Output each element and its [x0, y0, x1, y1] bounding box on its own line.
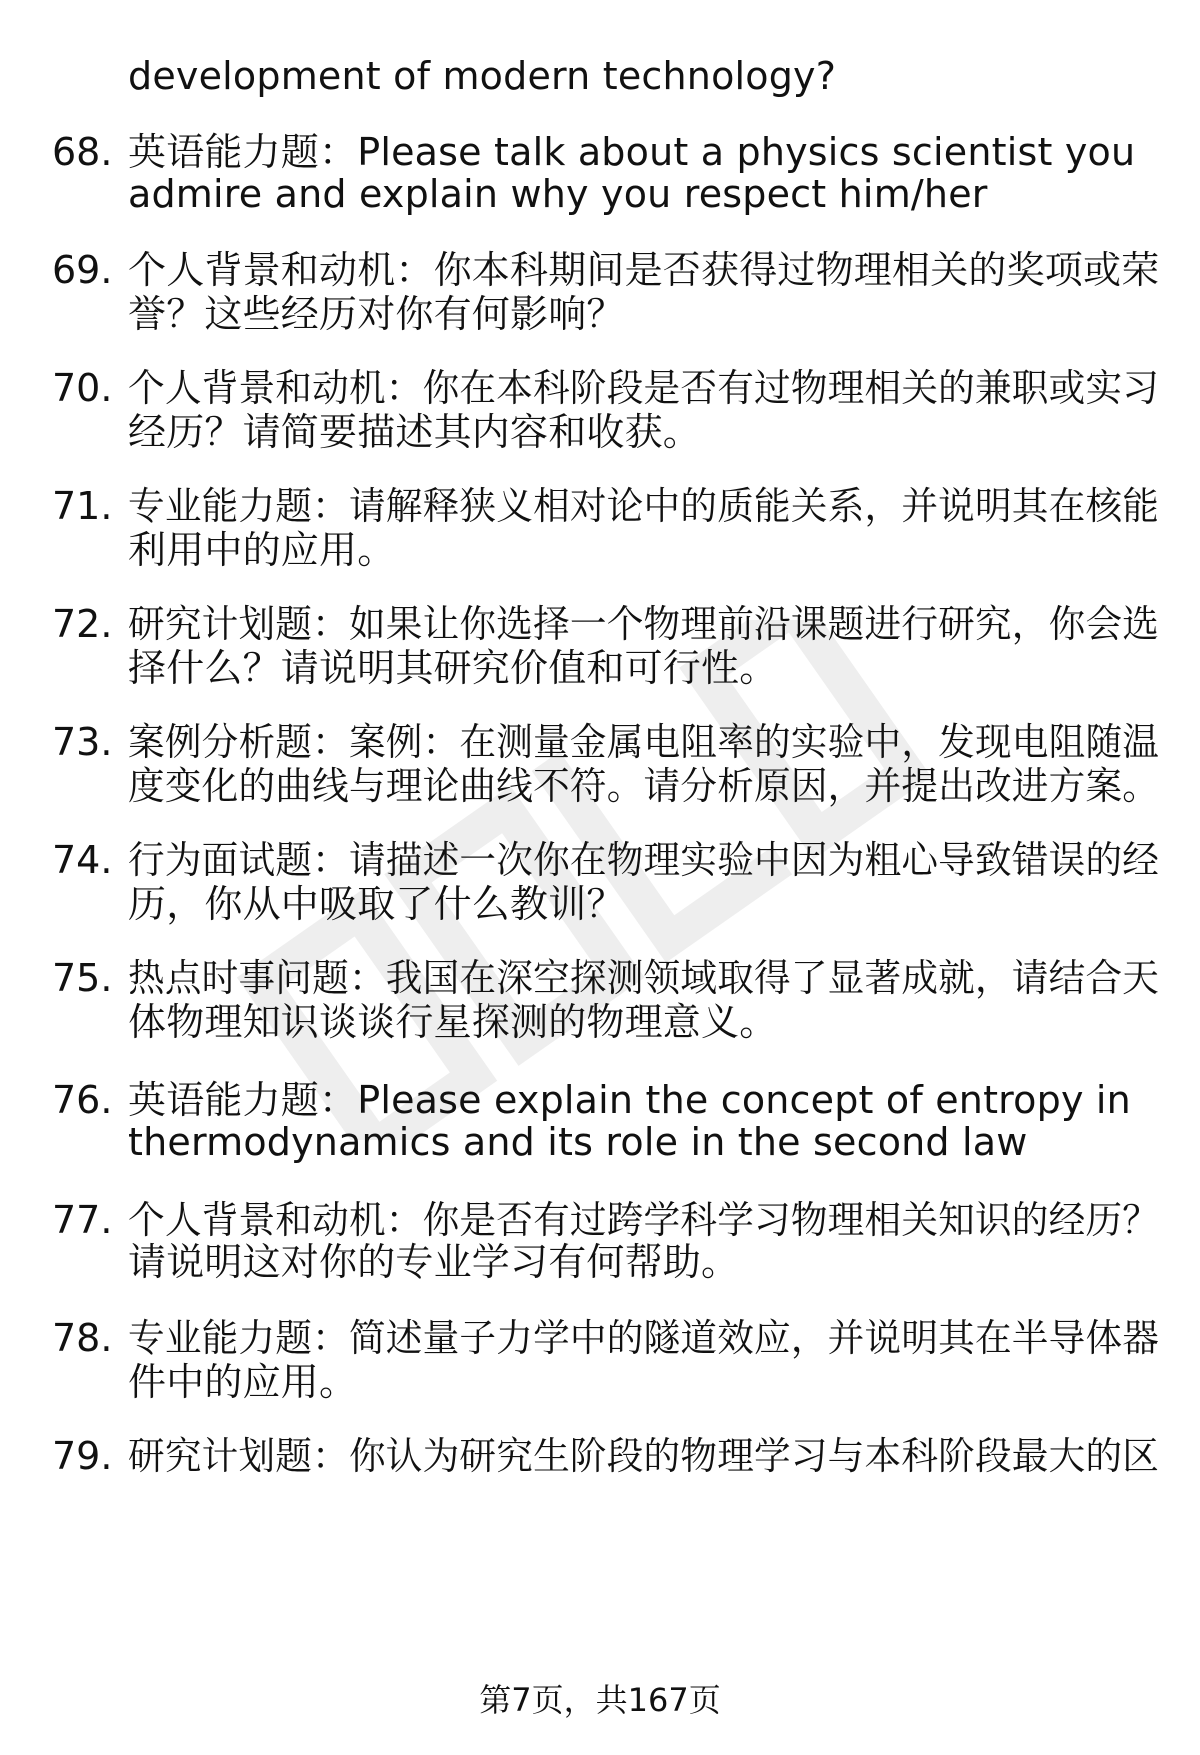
continuation-text: development of modern technology?	[128, 54, 837, 98]
question-number: 76.	[52, 1078, 113, 1122]
question-text-line: 英语能力题：Please explain the concept of entropy in	[128, 1078, 1131, 1122]
question-number: 77.	[52, 1198, 113, 1242]
question-text-line: 件中的应用。	[128, 1360, 358, 1404]
question-text-line: admire and explain why you respect him/her	[128, 172, 988, 216]
question-text-line: 经历？请简要描述其内容和收获。	[128, 410, 702, 454]
question-text-line: 利用中的应用。	[128, 528, 396, 572]
question-text-line: 个人背景和动机：你本科期间是否获得过物理相关的奖项或荣	[128, 248, 1160, 292]
question-number: 79.	[52, 1434, 113, 1478]
question-number: 72.	[52, 602, 113, 646]
question-number: 73.	[52, 720, 113, 764]
question-text-line: 研究计划题：如果让你选择一个物理前沿课题进行研究，你会选	[128, 602, 1160, 646]
question-text-line: 誉？这些经历对你有何影响？	[128, 292, 625, 336]
question-text-line: 热点时事问题：我国在深空探测领域取得了显著成就，请结合天	[128, 956, 1160, 1000]
question-text-line: 体物理知识谈谈行星探测的物理意义。	[128, 1000, 778, 1044]
question-text-line: 个人背景和动机：你是否有过跨学科学习物理相关知识的经历？	[128, 1198, 1160, 1242]
question-number: 71.	[52, 484, 113, 528]
question-text-line: 英语能力题：Please talk about a physics scientist you	[128, 130, 1136, 174]
question-text-line: thermodynamics and its role in the second law	[128, 1120, 1028, 1164]
question-text-line: 行为面试题：请描述一次你在物理实验中因为粗心导致错误的经	[128, 838, 1160, 882]
question-text-line: 案例分析题：案例：在测量金属电阻率的实验中，发现电阻随温	[128, 720, 1160, 764]
question-number: 74.	[52, 838, 113, 882]
question-number: 69.	[52, 248, 113, 292]
question-text-line: 专业能力题：简述量子力学中的隧道效应，并说明其在半导体器	[128, 1316, 1160, 1360]
question-text-line: 择什么？请说明其研究价值和可行性。	[128, 646, 778, 690]
question-text-line: 度变化的曲线与理论曲线不符。请分析原因，并提出改进方案。	[128, 764, 1160, 808]
page-number-footer: 第7页，共167页	[479, 1681, 721, 1719]
question-number: 78.	[52, 1316, 113, 1360]
question-number: 75.	[52, 956, 113, 1000]
question-text-line: 专业能力题：请解释狭义相对论中的质能关系，并说明其在核能	[128, 484, 1160, 528]
question-number: 68.	[52, 130, 113, 174]
question-text-line: 个人背景和动机：你在本科阶段是否有过物理相关的兼职或实习	[128, 366, 1160, 410]
question-text-line: 研究计划题：你认为研究生阶段的物理学习与本科阶段最大的区	[128, 1434, 1160, 1478]
question-text-line: 请说明这对你的专业学习有何帮助。	[128, 1240, 740, 1284]
question-number: 70.	[52, 366, 113, 410]
question-text-line: 历，你从中吸取了什么教训？	[128, 882, 625, 926]
